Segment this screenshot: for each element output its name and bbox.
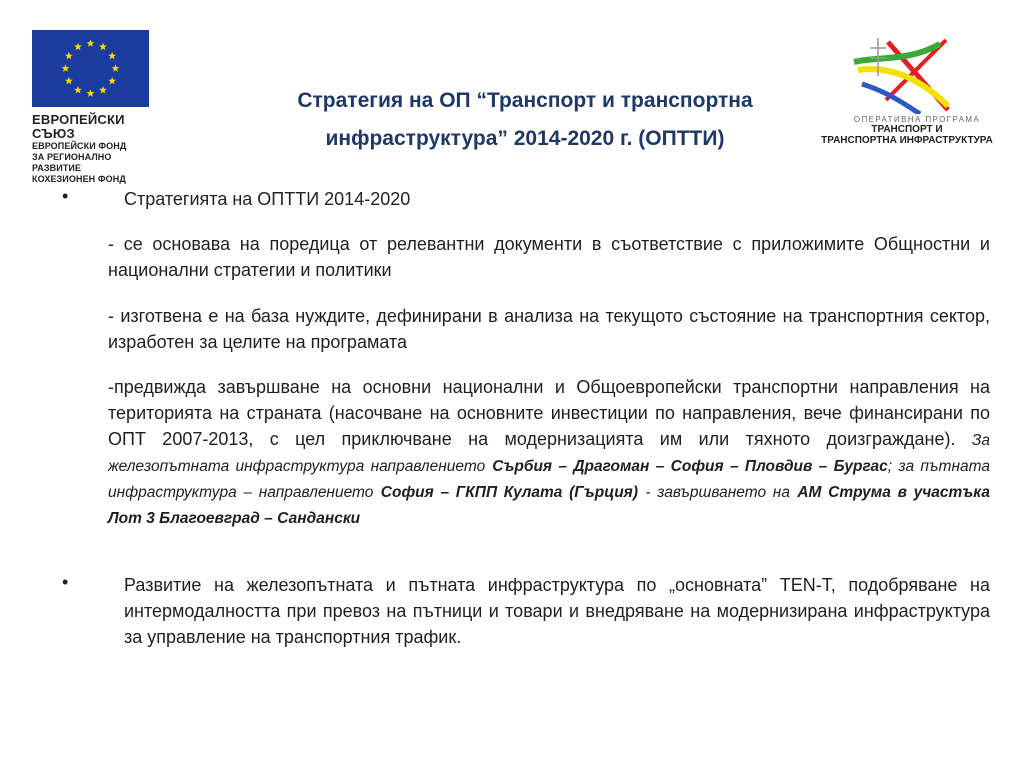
eu-star-icon: [112, 64, 120, 72]
sub-paragraph-2: - изготвена е на база нуждите, дефинирани в анализа на текущото състояние на транспортния сектор, изработен за целите на програмата: [108, 306, 990, 352]
op-name-line-1: ТРАНСПОРТ И: [871, 124, 943, 135]
op-program-label: ОПЕРАТИВНА ПРОГРАМА: [853, 115, 981, 124]
eu-star-icon: [65, 77, 73, 85]
bullet-marker-1: •: [62, 186, 69, 206]
bullet-1-text: Стратегията на ОПТТИ 2014-2020: [124, 189, 411, 209]
bullet-marker-2: •: [62, 572, 69, 592]
eu-star-icon: [87, 39, 95, 47]
eu-star-icon: [74, 43, 82, 51]
sub-paragraph-3: [108, 374, 990, 530]
sub-paragraph-1: - се основава на поредица от релевантни документи в съответствие с приложимите Общностни и национални стратегии и политики: [108, 234, 990, 280]
op-logo: [812, 36, 1002, 146]
eu-star-icon: [87, 89, 95, 97]
road-direction: София – ГКПП Кулата (Гърция): [380, 484, 638, 501]
title-line-2: инфраструктура” 2014-2020 г. (ОПТТИ): [325, 127, 725, 150]
eu-star-icon: [74, 86, 82, 94]
op-logo-icon: [848, 36, 963, 114]
eu-star-icon: [108, 77, 116, 85]
eu-name: ЕВРОПЕЙСКИ СЪЮЗ: [32, 112, 125, 141]
sub-paragraph-3-main: -предвижда завършване на основни национални и Общоевропейски транспортни направления на територията на страната (насочване на основните инвестиции по направления, вече финансирани по ОПТ 2007-2013, с цел приключване на модернизацията им или тяхното доизграждане).: [108, 377, 990, 449]
title-line-1: Стратегия на ОП “Транспорт и транспортна: [297, 89, 753, 112]
rail-intro: За железопътната инфраструктура направлението: [108, 432, 990, 475]
road-intro: ; за пътната инфраструктура – направлението: [108, 458, 990, 501]
eu-fund-line-1: ЕВРОПЕЙСКИ ФОНД: [32, 141, 127, 151]
eu-fund-line-3: КОХЕЗИОНЕН ФОНД: [32, 174, 126, 184]
op-name-line-2: ТРАНСПОРТНА ИНФРАСТРУКТУРА: [821, 135, 993, 146]
eu-star-icon: [99, 43, 107, 51]
bullet-2-text: Развитие на железопътната и пътната инфраструктура по „основната” TEN-T, подобряване на интермодалността при превоз на пътници и товари и внедряване на модернизирана инфраструктура за управление на транспортния трафик.: [124, 575, 990, 647]
rail-direction: Сърбия – Драгоман – София – Пловдив – Бургас: [492, 458, 888, 475]
eu-fund-line-2: ЗА РЕГИОНАЛНО РАЗВИТИЕ: [32, 152, 112, 173]
struma-section: АМ Струма в участъка Лот 3 Благоевград – Сандански: [108, 484, 990, 527]
eu-flag-icon: [32, 30, 149, 107]
eu-star-icon: [108, 52, 116, 60]
eu-star-icon: [65, 52, 73, 60]
eu-star-icon: [62, 64, 70, 72]
page-title: [200, 82, 850, 158]
eu-star-icon: [99, 86, 107, 94]
completion-intro: - завършването на: [645, 484, 790, 501]
eu-logo: [32, 30, 162, 185]
